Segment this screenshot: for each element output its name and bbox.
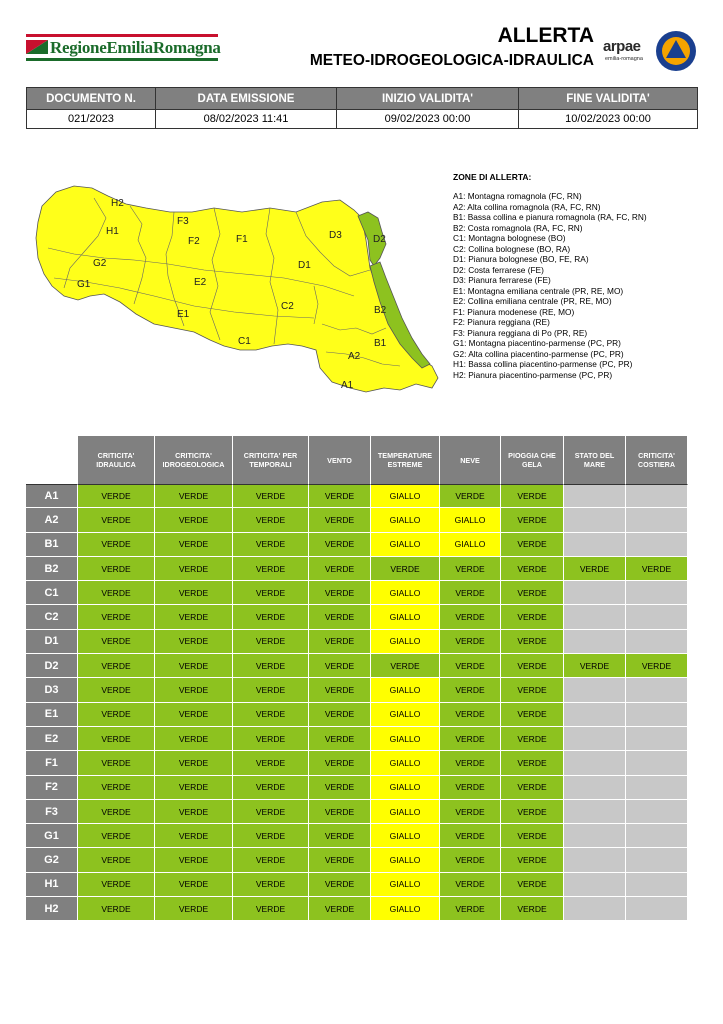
alert-level-cell: VERDE [155,581,233,605]
alert-level-cell: VERDE [440,630,501,654]
alert-level-cell: VERDE [155,678,233,702]
alert-level-cell: VERDE [309,727,371,751]
legend-item: F1: Pianura modenese (RE, MO) [453,306,575,317]
alert-level-cell [564,484,626,508]
alert-level-cell: VERDE [155,824,233,848]
legend-item: E1: Montagna emiliana centrale (PR, RE, MO) [453,285,624,296]
alert-column-header: CRITICITA' IDRAULICA [78,436,155,484]
alert-level-cell: GIALLO [371,605,440,629]
emission-date-value: 08/02/2023 11:41 [156,110,337,129]
alert-level-cell: VERDE [501,873,564,897]
alert-level-cell: VERDE [78,800,155,824]
alert-level-cell: VERDE [371,654,440,678]
alert-level-cell: VERDE [440,751,501,775]
alert-level-cell: GIALLO [371,897,440,921]
alert-level-cell: VERDE [626,557,688,581]
alert-level-cell [564,581,626,605]
map-label-b1: B1 [374,338,387,349]
alert-level-cell: VERDE [564,654,626,678]
alert-level-cell: VERDE [440,581,501,605]
alert-level-cell [626,630,688,654]
alert-level-cell [626,581,688,605]
document-info-value-row [27,110,698,129]
alert-level-cell [564,824,626,848]
map-label-a1: A1 [341,380,354,391]
alert-level-cell [626,776,688,800]
alert-level-cell: VERDE [309,897,371,921]
legend-title: ZONE DI ALLERTA: [453,172,532,182]
alert-row-zone: A2 [26,508,78,532]
validity-start-header: INIZIO VALIDITA' [337,88,519,110]
alert-level-cell: VERDE [78,654,155,678]
alert-column-header: PIOGGIA CHE GELA [501,436,564,484]
alert-column-header: CRITICITA' PER TEMPORALI [233,436,309,484]
alert-row-f2 [26,776,688,800]
alert-row-zone: G2 [26,848,78,872]
alert-level-cell [626,703,688,727]
alert-level-cell [564,776,626,800]
map-label-b2: B2 [374,305,387,316]
map-label-d2: D2 [373,234,386,245]
legend-item: A2: Alta collina romagnola (RA, FC, RN) [453,201,601,212]
alert-level-cell: VERDE [155,873,233,897]
alert-level-cell: VERDE [233,557,309,581]
alert-level-cell: VERDE [78,727,155,751]
alert-level-cell: VERDE [501,897,564,921]
alert-column-header: VENTO [309,436,371,484]
map-label-c1: C1 [238,336,251,347]
alert-row-h2 [26,897,688,921]
alert-level-cell [626,751,688,775]
alert-level-cell: VERDE [501,484,564,508]
alert-level-cell: VERDE [155,751,233,775]
alert-level-cell: VERDE [78,533,155,557]
alert-row-d3 [26,678,688,702]
alert-level-cell: VERDE [564,557,626,581]
alert-level-cell: VERDE [501,800,564,824]
alert-row-zone: F3 [26,800,78,824]
alert-level-cell [564,873,626,897]
alert-level-cell: VERDE [440,557,501,581]
zone-legend [453,172,717,380]
alert-level-cell [626,897,688,921]
alert-level-cell: VERDE [78,484,155,508]
alert-level-cell: VERDE [501,776,564,800]
map-label-e1: E1 [177,309,190,320]
regione-emilia-romagna-logo [26,34,226,64]
alert-level-cell [564,605,626,629]
alert-level-cell: VERDE [309,678,371,702]
alert-level-cell: GIALLO [371,678,440,702]
validity-end-value: 10/02/2023 00:00 [519,110,698,129]
alert-row-zone: C2 [26,605,78,629]
alert-level-cell: VERDE [155,727,233,751]
alert-level-cell: GIALLO [371,848,440,872]
alert-row-a2 [26,508,688,532]
alert-row-c2 [26,605,688,629]
protezione-civile-icon [655,30,697,72]
alert-level-cell: GIALLO [371,824,440,848]
alert-level-cell: GIALLO [440,533,501,557]
alert-level-cell: VERDE [233,897,309,921]
alert-level-cell: GIALLO [371,873,440,897]
alert-level-cell: VERDE [233,605,309,629]
page-subtitle: METEO-IDROGEOLOGICA-IDRAULICA [309,52,594,69]
legend-item: B1: Bassa collina e pianura romagnola (RA, FC, RN) [453,212,647,222]
alert-row-zone: B1 [26,533,78,557]
alert-level-cell: VERDE [233,776,309,800]
alert-level-cell: VERDE [440,800,501,824]
alert-level-cell: VERDE [233,484,309,508]
alert-column-header: CRITICITA' IDROGEOLOGICA [155,436,233,484]
document-info-table [26,87,698,129]
arpae-logo-text: arpae [603,38,641,55]
alert-level-cell: VERDE [309,800,371,824]
legend-item: E2: Collina emiliana centrale (PR, RE, MO) [453,296,612,306]
page-title: ALLERTA [497,24,594,47]
document-info-header-row [27,88,698,110]
alert-level-cell [626,873,688,897]
alert-level-cell: VERDE [155,848,233,872]
logo-red-bar [26,34,218,37]
legend-item: F3: Pianura reggiana di Po (PR, RE) [453,327,588,338]
alert-level-cell: VERDE [78,703,155,727]
arpae-logo-subtext: emilia-romagna [605,56,643,62]
alert-level-cell: VERDE [233,654,309,678]
alert-level-cell: VERDE [309,557,371,581]
alert-level-cell: VERDE [155,703,233,727]
alert-level-cell: VERDE [309,848,371,872]
alert-level-cell: VERDE [309,654,371,678]
legend-item: C1: Montagna bolognese (BO) [453,233,566,243]
alert-row-zone: B2 [26,557,78,581]
arpae-logo [603,38,653,68]
alert-row-f3 [26,800,688,824]
alert-level-cell: GIALLO [371,630,440,654]
alert-level-cell: VERDE [78,848,155,872]
alert-level-cell: VERDE [501,605,564,629]
alert-level-cell: GIALLO [440,508,501,532]
alert-level-cell [564,533,626,557]
map-label-e2: E2 [194,277,207,288]
alert-row-e2 [26,727,688,751]
alert-level-cell: VERDE [78,873,155,897]
alert-level-cell: VERDE [440,484,501,508]
alert-level-cell: VERDE [233,678,309,702]
alert-level-cell: VERDE [309,703,371,727]
alert-level-cell: VERDE [155,800,233,824]
alert-level-cell: VERDE [440,848,501,872]
alert-row-f1 [26,751,688,775]
alert-row-h1 [26,873,688,897]
map-label-h1: H1 [106,226,119,237]
alert-level-cell [626,848,688,872]
alert-level-cell: VERDE [155,897,233,921]
alert-level-cell: VERDE [233,533,309,557]
alert-level-cell: GIALLO [371,508,440,532]
emission-date-header: DATA EMISSIONE [156,88,337,110]
legend-item: D2: Costa ferrarese (FE) [453,264,544,275]
alert-row-zone: D1 [26,630,78,654]
map-label-c2: C2 [281,301,294,312]
alert-level-cell: VERDE [309,533,371,557]
legend-item: H1: Bassa collina piacentino-parmense (PC, PR) [453,359,633,369]
map-label-d1: D1 [298,260,311,271]
alert-table-header-row [26,436,688,484]
alert-level-cell [564,751,626,775]
alert-level-cell: VERDE [78,678,155,702]
map-label-d3: D3 [329,230,342,241]
alert-level-cell [564,897,626,921]
alert-level-cell: VERDE [155,605,233,629]
alert-row-c1 [26,581,688,605]
alert-row-e1 [26,703,688,727]
alert-level-cell: GIALLO [371,751,440,775]
alert-level-cell: VERDE [440,897,501,921]
alert-row-zone: H2 [26,897,78,921]
map-label-g2: G2 [93,258,107,269]
alert-level-cell: VERDE [155,630,233,654]
alert-level-cell: VERDE [155,484,233,508]
alert-level-cell: VERDE [626,654,688,678]
alert-level-cell: VERDE [440,678,501,702]
alert-level-cell [564,848,626,872]
legend-item: G1: Montagna piacentino-parmense (PC, PR) [453,338,621,348]
legend-item: A1: Montagna romagnola (FC, RN) [453,191,582,201]
alert-level-cell: VERDE [155,508,233,532]
alert-row-b2 [26,557,688,581]
alert-level-cell: VERDE [78,897,155,921]
alert-level-cell [564,727,626,751]
alert-level-cell [564,703,626,727]
alert-level-cell: VERDE [440,703,501,727]
legend-item: B2: Costa romagnola (RA, FC, RN) [453,222,583,233]
alert-level-cell: VERDE [78,557,155,581]
legend-item: F2: Pianura reggiana (RE) [453,317,550,327]
alert-level-cell: VERDE [501,654,564,678]
alert-level-cell: GIALLO [371,776,440,800]
alert-level-cell: VERDE [440,873,501,897]
alert-level-cell: VERDE [155,533,233,557]
legend-item: C2: Collina bolognese (BO, RA) [453,243,571,254]
alert-level-cell: VERDE [78,630,155,654]
alert-level-cell: VERDE [78,776,155,800]
alert-zones-map [34,178,444,398]
alert-level-cell: VERDE [78,751,155,775]
alert-level-cell: VERDE [78,581,155,605]
map-label-f1: F1 [236,234,248,245]
alert-level-cell: GIALLO [371,533,440,557]
alert-level-cell: VERDE [501,678,564,702]
alert-level-cell: VERDE [501,751,564,775]
alert-level-cell [626,605,688,629]
map-label-a2: A2 [348,351,361,362]
alert-level-cell: GIALLO [371,727,440,751]
alert-level-cell: VERDE [501,508,564,532]
alert-row-zone: D3 [26,678,78,702]
map-label-g1: G1 [77,279,91,290]
alert-level-cell: GIALLO [371,581,440,605]
alert-level-cell [626,508,688,532]
alert-table-corner [26,436,78,484]
alert-level-cell: VERDE [309,508,371,532]
alert-row-zone: G1 [26,824,78,848]
alert-level-cell: VERDE [501,557,564,581]
alert-level-cell: VERDE [78,824,155,848]
alert-level-cell: VERDE [501,581,564,605]
alert-level-cell: VERDE [233,848,309,872]
alert-level-cell: VERDE [233,751,309,775]
alert-row-a1 [26,484,688,508]
alert-column-header: NEVE [440,436,501,484]
alert-row-zone: E1 [26,703,78,727]
map-label-f2: F2 [188,236,200,247]
alert-level-cell: VERDE [78,605,155,629]
alert-level-cell: VERDE [309,605,371,629]
alert-level-cell: VERDE [501,824,564,848]
alert-level-cell: VERDE [155,776,233,800]
alert-level-cell: VERDE [309,751,371,775]
legend-items [453,191,717,380]
document-number-value: 021/2023 [27,110,156,129]
alert-row-zone: F1 [26,751,78,775]
alert-column-header: STATO DEL MARE [564,436,626,484]
alert-level-cell: VERDE [233,630,309,654]
alert-level-cell: VERDE [233,824,309,848]
alert-row-d2 [26,654,688,678]
alert-level-cell: GIALLO [371,800,440,824]
alert-level-cell: GIALLO [371,484,440,508]
alert-level-cell [626,533,688,557]
alert-level-cell [626,824,688,848]
alert-level-cell: VERDE [371,557,440,581]
alert-level-cell: VERDE [233,508,309,532]
flag-icon [26,36,48,56]
alert-row-g1 [26,824,688,848]
alert-level-cell: VERDE [501,533,564,557]
alert-level-cell: VERDE [78,508,155,532]
alert-level-cell: VERDE [233,873,309,897]
alert-level-cell [564,800,626,824]
alert-levels-table [26,436,688,921]
alert-row-zone: C1 [26,581,78,605]
alert-level-cell: VERDE [501,848,564,872]
map-label-f3: F3 [177,216,189,227]
alert-row-zone: E2 [26,727,78,751]
alert-row-zone: H1 [26,873,78,897]
alert-column-header: TEMPERATURE ESTREME [371,436,440,484]
alert-level-cell: GIALLO [371,703,440,727]
alert-level-cell: VERDE [309,873,371,897]
logo-green-bar [26,58,218,61]
alert-row-b1 [26,533,688,557]
alert-row-zone: D2 [26,654,78,678]
alert-level-cell: VERDE [440,654,501,678]
alert-row-d1 [26,630,688,654]
alert-level-cell: VERDE [440,605,501,629]
alert-level-cell: VERDE [233,703,309,727]
alert-level-cell: VERDE [440,776,501,800]
legend-item: H2: Pianura piacentino-parmense (PC, PR) [453,369,613,380]
legend-item: D3: Pianura ferrarese (FE) [453,275,551,285]
alert-level-cell: VERDE [309,484,371,508]
alert-level-cell [564,630,626,654]
validity-start-value: 09/02/2023 00:00 [337,110,519,129]
alert-level-cell: VERDE [155,654,233,678]
alert-level-cell: VERDE [309,824,371,848]
alert-level-cell [626,727,688,751]
alert-level-cell: VERDE [233,727,309,751]
alert-row-zone: F2 [26,776,78,800]
alert-level-cell: VERDE [440,824,501,848]
alert-level-cell [626,678,688,702]
alert-level-cell: VERDE [233,800,309,824]
alert-table-body [26,484,688,921]
alert-row-g2 [26,848,688,872]
alert-level-cell: VERDE [501,703,564,727]
alert-level-cell [564,678,626,702]
alert-level-cell [626,484,688,508]
alert-level-cell: VERDE [309,630,371,654]
logo-text: RegioneEmiliaRomagna [50,38,221,57]
alert-level-cell: VERDE [501,727,564,751]
alert-level-cell: VERDE [233,581,309,605]
map-label-h2: H2 [111,198,124,209]
alert-level-cell: VERDE [309,581,371,605]
alert-level-cell: VERDE [309,776,371,800]
legend-item: G2: Alta collina piacentino-parmense (PC, PR) [453,348,624,359]
alert-column-header: CRITICITA' COSTIERA [626,436,688,484]
legend-item: D1: Pianura bolognese (BO, FE, RA) [453,254,589,264]
alert-row-zone: A1 [26,484,78,508]
alert-level-cell [626,800,688,824]
validity-end-header: FINE VALIDITA' [519,88,698,110]
document-number-header: DOCUMENTO N. [27,88,156,110]
alert-level-cell [564,508,626,532]
alert-level-cell: VERDE [440,727,501,751]
alert-level-cell: VERDE [501,630,564,654]
alert-level-cell: VERDE [155,557,233,581]
